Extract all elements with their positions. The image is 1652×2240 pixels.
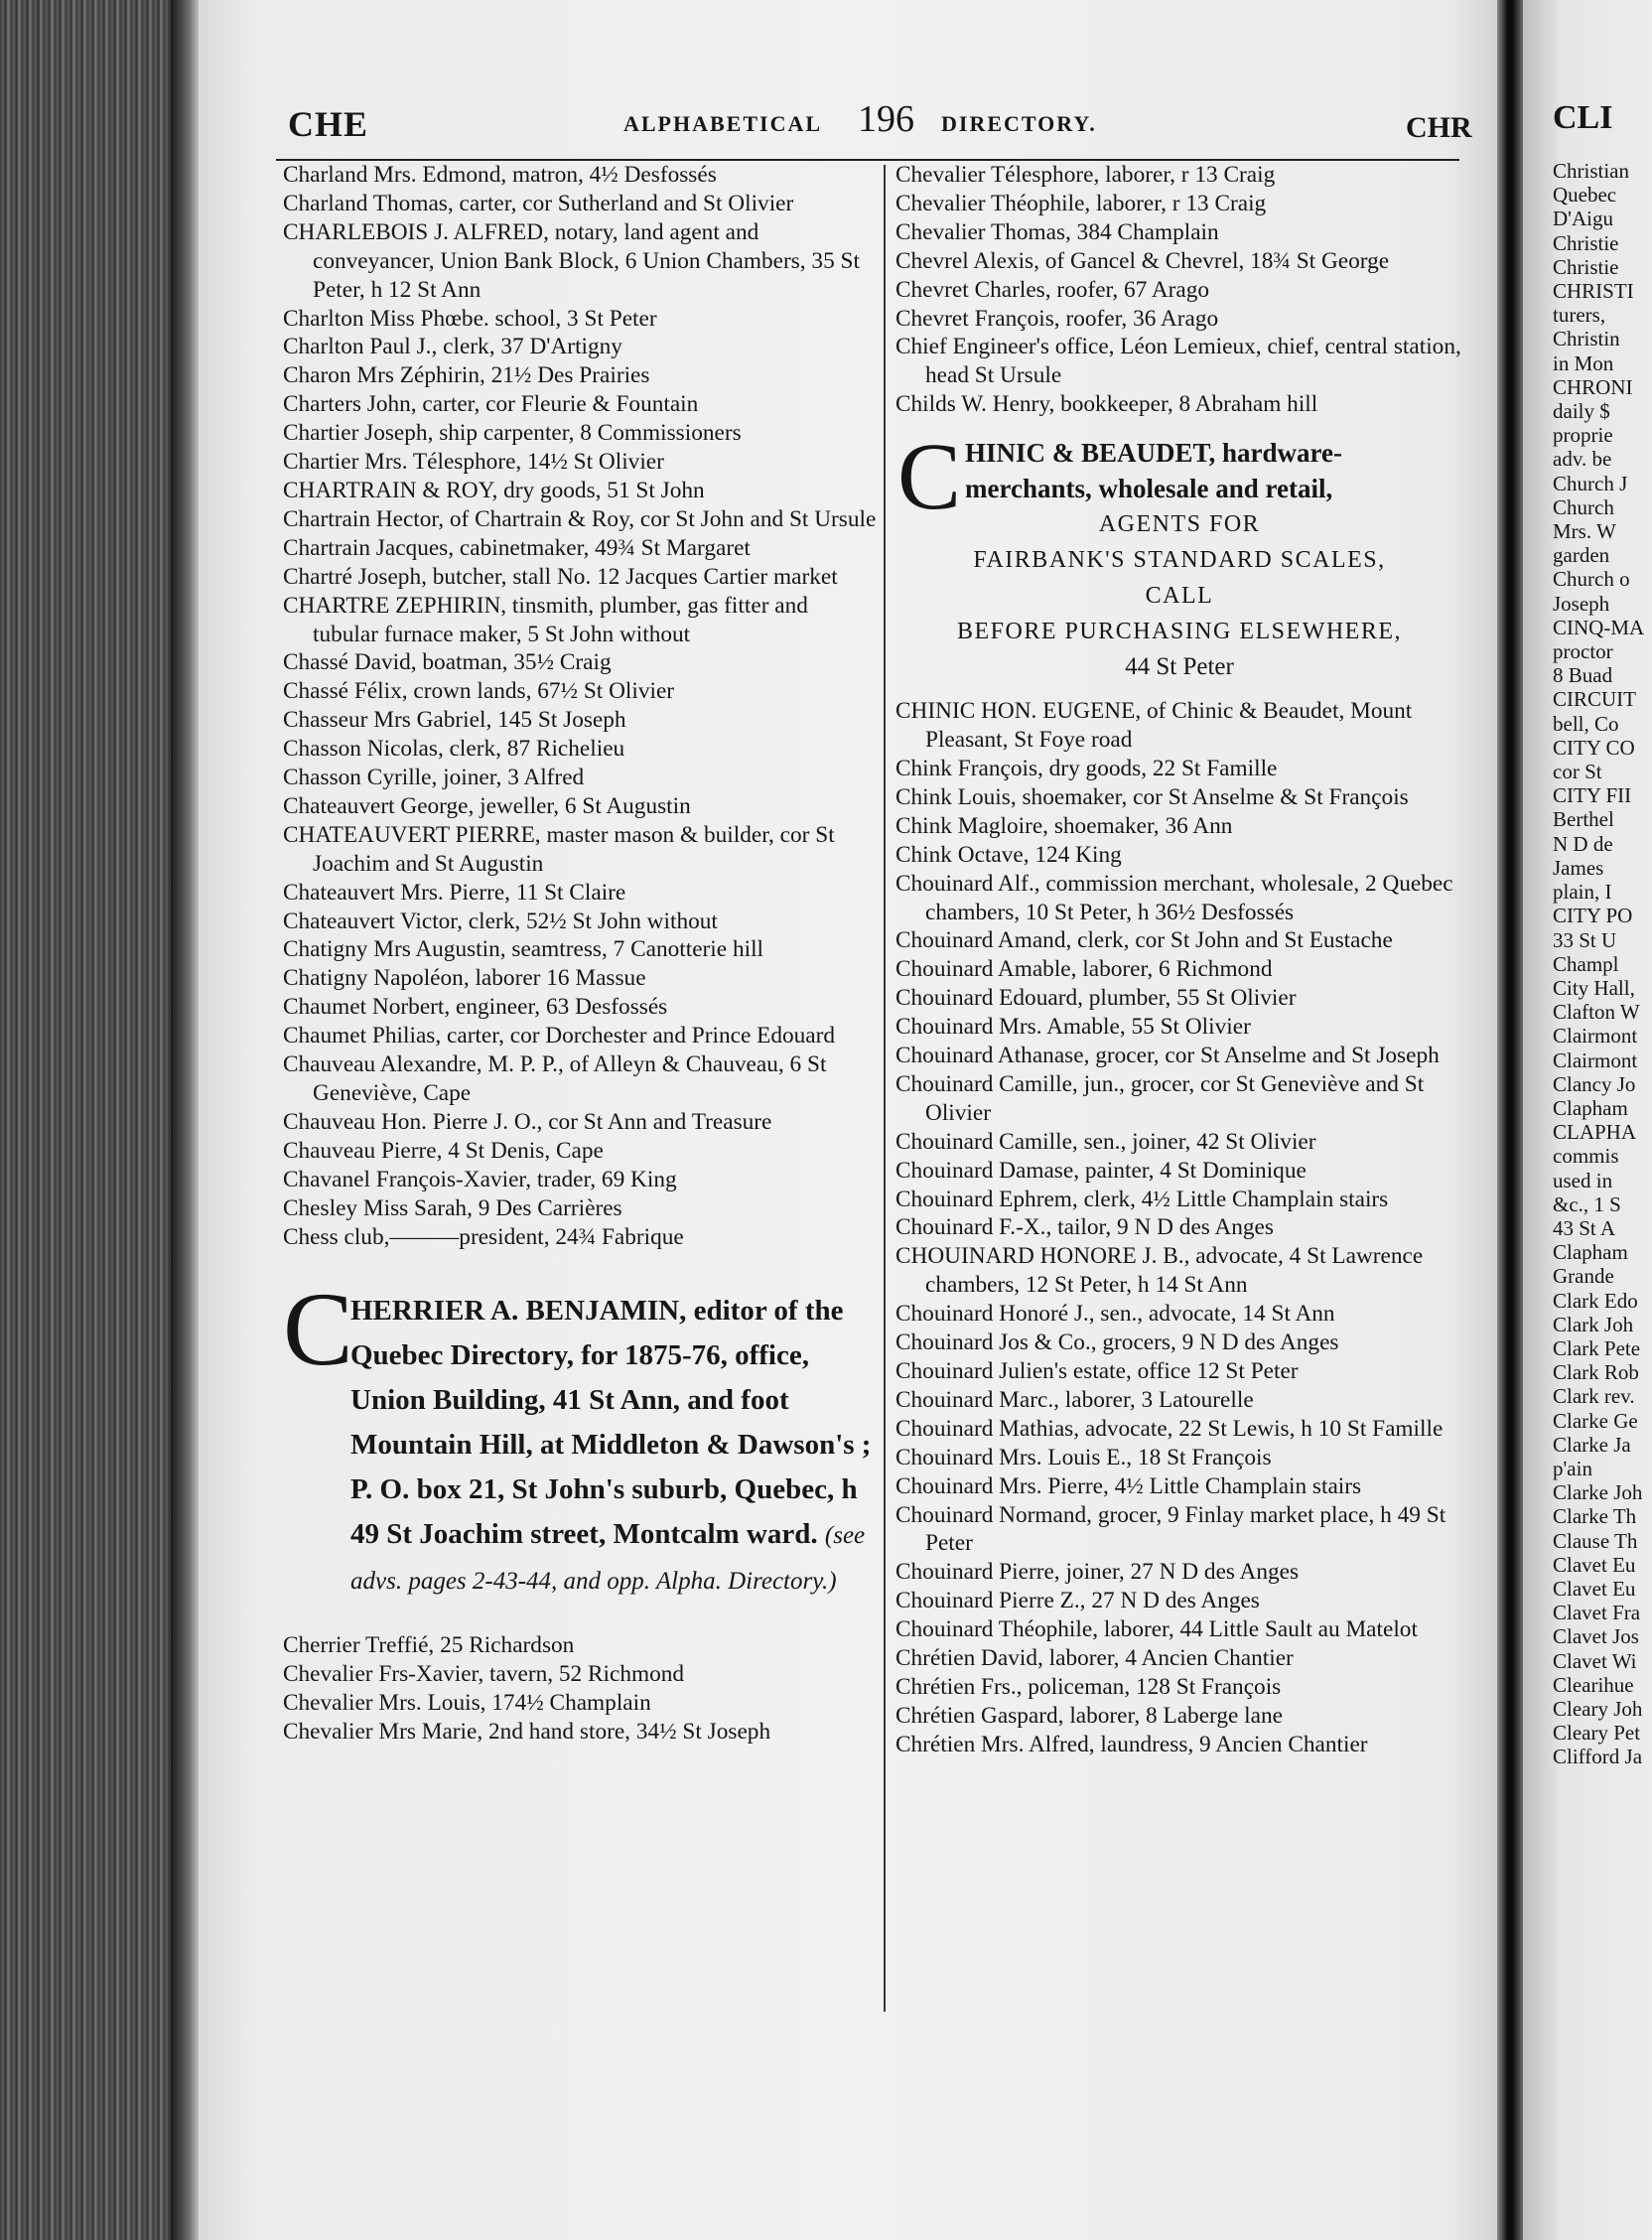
directory-entry: Clarke Ja (1553, 1432, 1631, 1457)
directory-entry: Chevalier Mrs. Louis, 174½ Champlain (283, 1690, 651, 1717)
directory-entry: 33 St U (1553, 927, 1617, 952)
book-gutter (1497, 0, 1523, 2240)
directory-entry: &c., 1 S (1553, 1191, 1621, 1216)
chinic-ad-line4: FAIRBANK'S STANDARD SCALES, (973, 547, 1386, 574)
directory-entry: Chouinard Mrs. Amable, 55 St Olivier (895, 1014, 1251, 1041)
directory-entry: Chouinard Normand, grocer, 9 Finlay market place, h 49 St Peter (895, 1501, 1446, 1557)
directory-entry: Chouinard Marc., laborer, 3 Latourelle (895, 1386, 1254, 1413)
directory-entry: Clancy Jo (1553, 1071, 1636, 1096)
directory-entry: CLAPHA (1553, 1120, 1637, 1145)
directory-entry: Clarke Ge (1553, 1408, 1638, 1433)
directory-entry: Chauveau Alexandre, M. P. P., of Alleyn & Chauveau, 6 St Geneviève, Cape (283, 1051, 827, 1106)
left-entries-after (283, 1631, 879, 1747)
directory-entry: Christian (1553, 159, 1629, 183)
running-head-title-right: DIRECTORY. (941, 111, 1097, 136)
left-column (283, 161, 879, 1747)
directory-entry: p'ain (1553, 1456, 1592, 1480)
directory-entry: Chouinard Camille, sen., joiner, 42 St Olivier (895, 1128, 1316, 1155)
directory-entry: CHATEAUVERT PIERRE, master mason & builder, cor St Joachim and St Augustin (283, 821, 835, 877)
directory-entry: Chevalier Télesphore, laborer, r 13 Craig (895, 162, 1276, 188)
directory-entry: Chess club,———president, 24¾ Fabrique (283, 1223, 684, 1250)
directory-entry: Chouinard Edouard, plumber, 55 St Olivier (895, 985, 1297, 1012)
directory-entry: City Hall, (1553, 975, 1635, 1000)
directory-entry: 43 St A (1553, 1215, 1616, 1240)
directory-entry: Clafton W (1553, 1000, 1640, 1025)
next-page-running-head: CLI (1553, 99, 1613, 136)
cherrier-ad-text: HERRIER A. BENJAMIN, editor of the Quebec Directory, for 1875-76, office, Union Building, 41 St Ann, and foot Mountain Hill, at Middleton & Dawson's ; P. O. box 21, St John's suburb, Quebec, h 49 St Joachim street, Montcalm ward. (350, 1295, 872, 1551)
directory-entry: adv. be (1553, 447, 1612, 472)
directory-entry: Chartier Mrs. Télesphore, 14½ St Olivier (283, 449, 664, 476)
directory-entry: Cleary Pet (1553, 1721, 1641, 1746)
directory-entry: Clavet Wi (1553, 1648, 1637, 1673)
directory-entry: cor St (1553, 760, 1602, 784)
directory-entry: Chaumet Philias, carter, cor Dorchester and Prince Edouard (283, 1023, 836, 1050)
directory-entry: Clavet Fra (1553, 1601, 1641, 1625)
right-column (895, 161, 1463, 1759)
directory-entry: N D de (1553, 831, 1613, 856)
directory-entry: CITY CO (1553, 735, 1635, 760)
directory-entry: commis (1553, 1144, 1619, 1169)
directory-entry: Chateauvert Victor, clerk, 52½ St John without (283, 908, 718, 934)
directory-entry: Chouinard Athanase, grocer, cor St Anselme and St Joseph (895, 1043, 1440, 1069)
directory-entry: garden (1553, 543, 1610, 568)
chinic-ad-line5: CALL (1145, 583, 1214, 610)
directory-entry: Church o (1553, 567, 1630, 592)
directory-entry: Childs W. Henry, bookkeeper, 8 Abraham hill (895, 391, 1318, 418)
directory-entry: Quebec (1553, 183, 1617, 208)
directory-entry: Chrétien Mrs. Alfred, laundress, 9 Ancien Chantier (895, 1731, 1368, 1757)
directory-entry: Chartrain Hector, of Chartrain & Roy, cor St John and St Ursule (283, 505, 877, 532)
directory-entry: Chassé David, boatman, 35½ Craig (283, 649, 612, 676)
directory-entry: Clark Joh (1553, 1312, 1634, 1336)
directory-entry: Chevalier Mrs Marie, 2nd hand store, 34½ St Joseph (283, 1719, 771, 1746)
directory-entry: Chouinard F.-X., tailor, 9 N D des Anges (895, 1214, 1274, 1241)
directory-entry: Charland Mrs. Edmond, matron, 4½ Desfossés (283, 162, 717, 188)
directory-entry: Clearihue (1553, 1672, 1634, 1697)
directory-entry: CINQ-MA (1553, 615, 1645, 639)
directory-entry: Chateauvert Mrs. Pierre, 11 St Claire (283, 879, 626, 906)
directory-entry: Chouinard Julien's estate, office 12 St Peter (895, 1358, 1299, 1384)
directory-entry: Church (1553, 494, 1614, 519)
directory-entry: CHINIC HON. EUGENE, of Chinic & Beaudet, Mount Pleasant, St Foye road (895, 698, 1413, 754)
directory-entry: Chatigny Mrs Augustin, seamtress, 7 Canotterie hill (283, 936, 764, 963)
directory-entry: CHARTRAIN & ROY, dry goods, 51 St John (283, 477, 705, 503)
directory-entry: Clapham (1553, 1240, 1628, 1265)
directory-entry: Clavet Jos (1553, 1624, 1639, 1649)
running-head-title-left: ALPHABETICAL (623, 111, 823, 136)
directory-entry: Chouinard Jos & Co., grocers, 9 N D des Anges (895, 1330, 1339, 1356)
directory-entry: Chevret Charles, roofer, 67 Arago (895, 276, 1210, 303)
directory-entry: Chasson Cyrille, joiner, 3 Alfred (283, 765, 585, 791)
directory-entry: plain, I (1553, 880, 1612, 905)
directory-entry: Chaumet Norbert, engineer, 63 Desfossés (283, 994, 668, 1021)
directory-entry: CHARTRE ZEPHIRIN, tinsmith, plumber, gas fitter and tubular furnace maker, 5 St John without (283, 592, 808, 647)
directory-entry: Clavet Eu (1553, 1576, 1636, 1601)
directory-entry: 8 Buad (1553, 663, 1613, 688)
directory-entry: Berthel (1553, 807, 1614, 832)
directory-entry: Clavet Eu (1553, 1552, 1636, 1577)
directory-entry: Chouinard Amand, clerk, cor St John and St Eustache (895, 927, 1393, 954)
next-page-entries (1553, 159, 1644, 1769)
directory-entry: bell, Co (1553, 711, 1619, 736)
directory-entry: Charlton Paul J., clerk, 37 D'Artigny (283, 334, 622, 360)
directory-entry: daily $ (1553, 399, 1610, 424)
drop-cap: C (283, 1271, 353, 1388)
directory-entry: Chevrel Alexis, of Gancel & Chevrel, 18¾ St George (895, 247, 1390, 274)
directory-entry: Clark Edo (1553, 1288, 1638, 1313)
directory-entry: Church J (1553, 471, 1628, 495)
directory-entry: Charters John, carter, cor Fleurie & Fountain (283, 391, 699, 418)
directory-entry: Chevalier Théophile, laborer, r 13 Craig (895, 190, 1267, 216)
directory-entry: Chavanel François-Xavier, trader, 69 King (283, 1166, 677, 1192)
directory-entry: Chrétien Gaspard, laborer, 8 Laberge lane (895, 1702, 1283, 1729)
directory-entry: Clarke Joh (1553, 1480, 1643, 1505)
directory-entry: Charland Thomas, carter, cor Sutherland and St Olivier (283, 190, 794, 216)
directory-entry: Chouinard Pierre Z., 27 N D des Anges (895, 1588, 1260, 1614)
directory-entry: proctor (1553, 639, 1613, 664)
directory-entry: Chevret François, roofer, 36 Arago (895, 305, 1219, 332)
directory-entry: CITY FII (1553, 783, 1632, 808)
chinic-ad-line7: 44 St Peter (1125, 653, 1234, 681)
directory-entry: Chouinard Pierre, joiner, 27 N D des Anges (895, 1559, 1300, 1586)
page-edge-shadow (171, 0, 201, 2240)
directory-entry: Cherrier Treffié, 25 Richardson (283, 1632, 575, 1659)
drop-cap: C (897, 423, 962, 530)
left-entries (283, 161, 879, 1251)
directory-entry: Clapham (1553, 1095, 1628, 1120)
directory-entry: Chouinard Mrs. Louis E., 18 St François (895, 1444, 1272, 1470)
right-entries-before (895, 161, 1463, 419)
directory-entry: Chief Engineer's office, Léon Lemieux, chief, central station, head St Ursule (895, 334, 1461, 389)
directory-entry: Chouinard Honoré J., sen., advocate, 14 St Ann (895, 1301, 1335, 1328)
chinic-ad-line1: HINIC & BEAUDET, hardware- (965, 438, 1343, 469)
next-page-edge (1523, 0, 1652, 2240)
running-head-right: CHR (1406, 111, 1472, 144)
directory-entry: Clifford Ja (1553, 1745, 1643, 1769)
directory-entry: Christie (1553, 230, 1619, 255)
directory-entry: James (1553, 855, 1604, 880)
directory-entry: Chouinard Damase, painter, 4 St Dominique (895, 1157, 1307, 1184)
directory-entry: Clarke Th (1553, 1504, 1637, 1529)
directory-entry: Chink Louis, shoemaker, cor St Anselme & St François (895, 783, 1409, 810)
directory-entry: CHARLEBOIS J. ALFRED, notary, land agent and conveyancer, Union Bank Block, 6 Union Chambers, 35 St Peter, h 12 St Ann (283, 218, 860, 303)
directory-entry: Clairmont (1553, 1024, 1638, 1049)
directory-entry: Chevalier Thomas, 384 Champlain (895, 218, 1219, 245)
directory-entry: Champl (1553, 951, 1619, 976)
directory-entry: Clark Rob (1553, 1360, 1639, 1385)
directory-entry: Charlton Miss Phœbe. school, 3 St Peter (283, 305, 657, 332)
directory-entry: Chouinard Théophile, laborer, 44 Little Sault au Matelot (895, 1616, 1418, 1643)
directory-entry: Cleary Joh (1553, 1697, 1643, 1721)
chinic-ad-line2: merchants, wholesale and retail, (965, 474, 1333, 504)
directory-entry: Clark rev. (1553, 1384, 1635, 1409)
directory-entry: in Mon (1553, 350, 1614, 375)
directory-entry: proprie (1553, 423, 1613, 448)
right-entries-after (895, 697, 1463, 1759)
directory-entry: Chasson Nicolas, clerk, 87 Richelieu (283, 736, 625, 763)
directory-entry: Chesley Miss Sarah, 9 Des Carrières (283, 1194, 622, 1221)
directory-entry: Chauveau Hon. Pierre J. O., cor St Ann and Treasure (283, 1108, 772, 1135)
directory-entry: Chasseur Mrs Gabriel, 145 St Joseph (283, 707, 626, 734)
directory-entry: Chink Octave, 124 King (895, 841, 1122, 868)
directory-entry: Chrétien David, laborer, 4 Ancien Chantier (895, 1645, 1294, 1672)
directory-entry: Clause Th (1553, 1528, 1638, 1553)
directory-entry: CITY PO (1553, 904, 1633, 928)
directory-entry: CHRISTI (1553, 279, 1634, 304)
directory-entry: Clark Pete (1553, 1335, 1641, 1360)
page-number: 196 (858, 98, 914, 140)
directory-entry: Chouinard Mrs. Pierre, 4½ Little Champlain stairs (895, 1472, 1362, 1499)
directory-entry: Chauveau Pierre, 4 St Denis, Cape (283, 1137, 604, 1164)
chinic-advertisement (895, 423, 1463, 685)
directory-entry: Chassé Félix, crown lands, 67½ St Olivier (283, 678, 675, 705)
directory-entry: Chartier Joseph, ship carpenter, 8 Commissioners (283, 420, 742, 447)
directory-entry: Chouinard Mathias, advocate, 22 St Lewis, h 10 St Famille (895, 1415, 1444, 1442)
directory-entry: turers, (1553, 303, 1606, 328)
directory-entry: Chouinard Ephrem, clerk, 4½ Little Champlain stairs (895, 1186, 1389, 1212)
directory-entry: Chouinard Camille, jun., grocer, cor St Geneviève and St Olivier (895, 1070, 1425, 1126)
directory-entry: Chink François, dry goods, 22 St Famille (895, 755, 1278, 781)
directory-entry: Joseph (1553, 591, 1610, 616)
cherrier-ad-note: (see advs. pages 2-43-44, and opp. Alpha. Directory.) (350, 1522, 866, 1596)
directory-entry: Chouinard Amable, laborer, 6 Richmond (895, 956, 1273, 983)
directory-entry: Chatigny Napoléon, laborer 16 Massue (283, 965, 646, 992)
directory-entry: Charon Mrs Zéphirin, 21½ Des Prairies (283, 362, 650, 389)
running-head-left: CHE (288, 104, 369, 144)
directory-entry: Grande (1553, 1264, 1614, 1289)
directory-entry: used in (1553, 1168, 1613, 1192)
directory-entry: CHRONI (1553, 374, 1633, 399)
directory-entry: Chartrain Jacques, cabinetmaker, 49¾ St Margaret (283, 534, 751, 561)
directory-entry: Chink Magloire, shoemaker, 36 Ann (895, 812, 1233, 839)
directory-entry: Chateauvert George, jeweller, 6 St Augustin (283, 792, 691, 819)
directory-entry: Mrs. W (1553, 519, 1616, 544)
book-spine (0, 0, 177, 2240)
directory-entry: Chrétien Frs., policeman, 128 St François (895, 1673, 1282, 1700)
column-divider (884, 165, 886, 2012)
directory-entry: CHOUINARD HONORE J. B., advocate, 4 St Lawrence chambers, 12 St Peter, h 14 St Ann (895, 1243, 1424, 1299)
directory-entry: Christin (1553, 327, 1620, 351)
directory-entry: Chartré Joseph, butcher, stall No. 12 Jacques Cartier market (283, 563, 838, 590)
directory-entry: Christie (1553, 254, 1619, 279)
directory-entry: Chevalier Frs-Xavier, tavern, 52 Richmond (283, 1661, 685, 1688)
directory-entry: CIRCUIT (1553, 687, 1636, 712)
cherrier-advertisement (283, 1271, 879, 1604)
chinic-ad-line6: BEFORE PURCHASING ELSEWHERE, (956, 619, 1403, 645)
directory-entry: D'Aigu (1553, 207, 1613, 231)
directory-entry: Chouinard Alf., commission merchant, wholesale, 2 Quebec chambers, 10 St Peter, h 36½ Desfossés (895, 870, 1453, 925)
directory-entry: Clairmont (1553, 1048, 1638, 1072)
chinic-ad-line3: AGENTS FOR (1098, 511, 1261, 538)
